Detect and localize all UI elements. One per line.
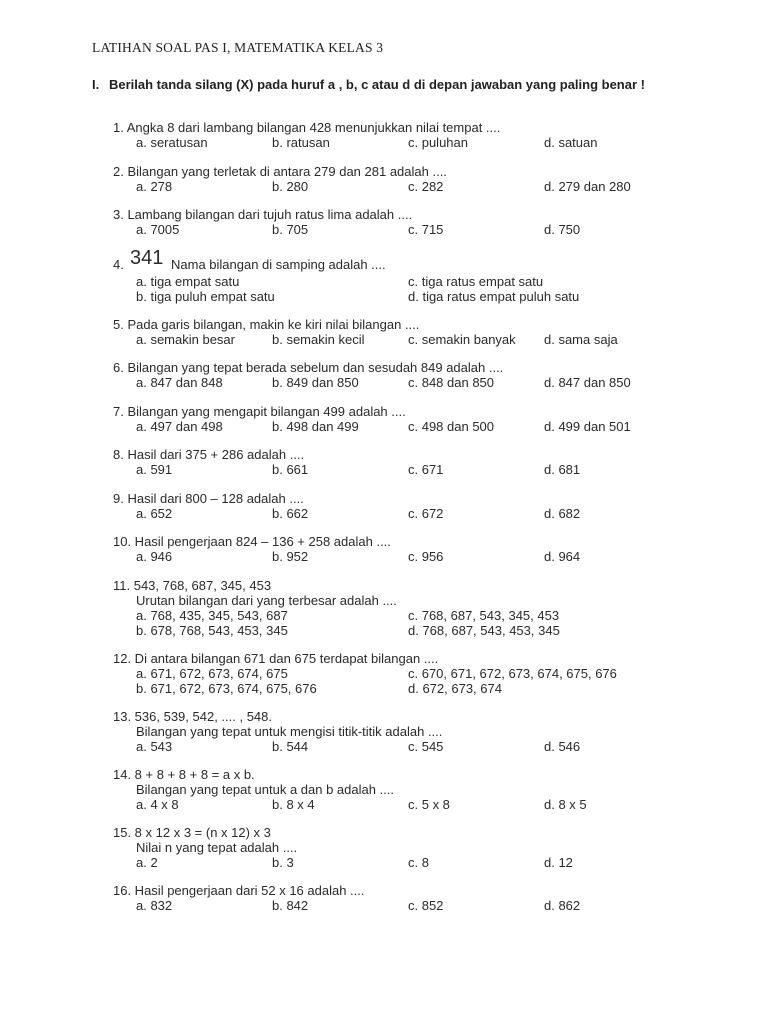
option-d[interactable]: d. 499 dan 501 [544,419,631,434]
option-a[interactable]: a. 671, 672, 673, 674, 675 [136,666,288,681]
question-stem: 13. 536, 539, 542, .... , 548. [113,709,273,724]
option-a[interactable]: a. 543 [136,739,173,754]
option-c[interactable]: c. 671 [408,462,444,477]
option-b[interactable]: b. 3 [272,855,294,870]
question-subtext: Bilangan yang tepat untuk a dan b adalah .... [136,782,395,797]
option-a[interactable]: a. 278 [136,179,173,194]
option-a[interactable]: a. 7005 [136,222,180,237]
question-stem: 11. 543, 768, 687, 345, 453 [113,578,272,593]
option-a[interactable]: a. 591 [136,462,173,477]
option-d[interactable]: d. 672, 673, 674 [408,681,502,696]
option-b[interactable]: b. 8 x 4 [272,797,315,812]
option-d[interactable]: d. 750 [544,222,581,237]
instruction-text: Berilah tanda silang (X) pada huruf a , b, c atau d di depan jawaban yang paling benar ! [109,77,645,92]
option-c[interactable]: c. 545 [408,739,444,754]
option-c[interactable]: c. 498 dan 500 [408,419,495,434]
option-c[interactable]: c. 282 [408,179,444,194]
option-a[interactable]: a. tiga empat satu [136,274,240,289]
option-b[interactable]: b. 498 dan 499 [272,419,359,434]
option-d[interactable]: d. tiga ratus empat puluh satu [408,289,580,304]
option-b[interactable]: b. 661 [272,462,309,477]
question-stem: 3. Lambang bilangan dari tujuh ratus lima adalah .... [113,207,413,222]
question-stem: 14. 8 + 8 + 8 + 8 = a x b. [113,767,255,782]
option-b[interactable]: b. 678, 768, 543, 453, 345 [136,623,288,638]
option-b[interactable]: b. 662 [272,506,309,521]
option-d[interactable]: d. 847 dan 850 [544,375,631,390]
question-stem: 2. Bilangan yang terletak di antara 279 dan 281 adalah .... [113,164,447,179]
option-a[interactable]: a. 4 x 8 [136,797,179,812]
option-c[interactable]: c. semakin banyak [408,332,516,347]
question-stem: 8. Hasil dari 375 + 286 adalah .... [113,447,305,462]
option-b[interactable]: b. 849 dan 850 [272,375,359,390]
option-b[interactable]: b. 842 [272,898,309,913]
option-c[interactable]: c. tiga ratus empat satu [408,274,544,289]
option-b[interactable]: b. 705 [272,222,309,237]
page-title: LATIHAN SOAL PAS I, MATEMATIKA KELAS 3 [92,40,384,55]
option-d[interactable]: d. satuan [544,135,598,150]
option-d[interactable]: d. 964 [544,549,581,564]
option-c[interactable]: c. 8 [408,855,429,870]
number-figure: 341 [130,247,164,269]
option-a[interactable]: a. 497 dan 498 [136,419,223,434]
question-stem: Nama bilangan di samping adalah .... [171,257,386,272]
option-c[interactable]: c. 852 [408,898,444,913]
option-c[interactable]: c. 672 [408,506,444,521]
question-stem: 10. Hasil pengerjaan 824 – 136 + 258 adalah .... [113,534,391,549]
option-c[interactable]: c. puluhan [408,135,468,150]
option-d[interactable]: d. 8 x 5 [544,797,587,812]
question-stem: 1. Angka 8 dari lambang bilangan 428 menunjukkan nilai tempat .... [113,120,501,135]
option-d[interactable]: d. 768, 687, 543, 453, 345 [408,623,560,638]
option-a[interactable]: a. semakin besar [136,332,235,347]
option-a[interactable]: a. 768, 435, 345, 543, 687 [136,608,288,623]
option-b[interactable]: b. ratusan [272,135,330,150]
option-a[interactable]: a. 832 [136,898,173,913]
option-b[interactable]: b. semakin kecil [272,332,365,347]
option-b[interactable]: b. tiga puluh empat satu [136,289,275,304]
option-b[interactable]: b. 544 [272,739,309,754]
question-subtext: Nilai n yang tepat adalah .... [136,840,298,855]
option-c[interactable]: c. 715 [408,222,444,237]
option-d[interactable]: d. 546 [544,739,581,754]
option-d[interactable]: d. 862 [544,898,581,913]
question-stem: 6. Bilangan yang tepat berada sebelum dan sesudah 849 adalah .... [113,360,504,375]
question-stem: 9. Hasil dari 800 – 128 adalah .... [113,491,304,506]
question-stem: 12. Di antara bilangan 671 dan 675 terdapat bilangan .... [113,651,439,666]
option-b[interactable]: b. 671, 672, 673, 674, 675, 676 [136,681,317,696]
question-stem: 5. Pada garis bilangan, makin ke kiri nilai bilangan .... [113,317,420,332]
option-d[interactable]: d. 12 [544,855,573,870]
option-a[interactable]: a. seratusan [136,135,208,150]
option-a[interactable]: a. 2 [136,855,158,870]
option-c[interactable]: c. 848 dan 850 [408,375,495,390]
option-d[interactable]: d. 681 [544,462,581,477]
option-c[interactable]: c. 5 x 8 [408,797,450,812]
option-b[interactable]: b. 280 [272,179,309,194]
question-number: 4. [113,257,124,272]
option-d[interactable]: d. sama saja [544,332,618,347]
question-stem: 7. Bilangan yang mengapit bilangan 499 adalah .... [113,404,406,419]
option-c[interactable]: c. 670, 671, 672, 673, 674, 675, 676 [408,666,617,681]
option-c[interactable]: c. 768, 687, 543, 345, 453 [408,608,560,623]
question-stem: 15. 8 x 12 x 3 = (n x 12) x 3 [113,825,271,840]
section-number: I. [92,77,100,92]
option-a[interactable]: a. 652 [136,506,173,521]
option-a[interactable]: a. 847 dan 848 [136,375,223,390]
question-subtext: Bilangan yang tepat untuk mengisi titik-titik adalah .... [136,724,443,739]
option-d[interactable]: d. 682 [544,506,581,521]
option-b[interactable]: b. 952 [272,549,309,564]
option-c[interactable]: c. 956 [408,549,444,564]
question-stem: 16. Hasil pengerjaan dari 52 x 16 adalah .... [113,883,365,898]
option-d[interactable]: d. 279 dan 280 [544,179,631,194]
question-subtext: Urutan bilangan dari yang terbesar adalah .... [136,593,397,608]
option-a[interactable]: a. 946 [136,549,173,564]
